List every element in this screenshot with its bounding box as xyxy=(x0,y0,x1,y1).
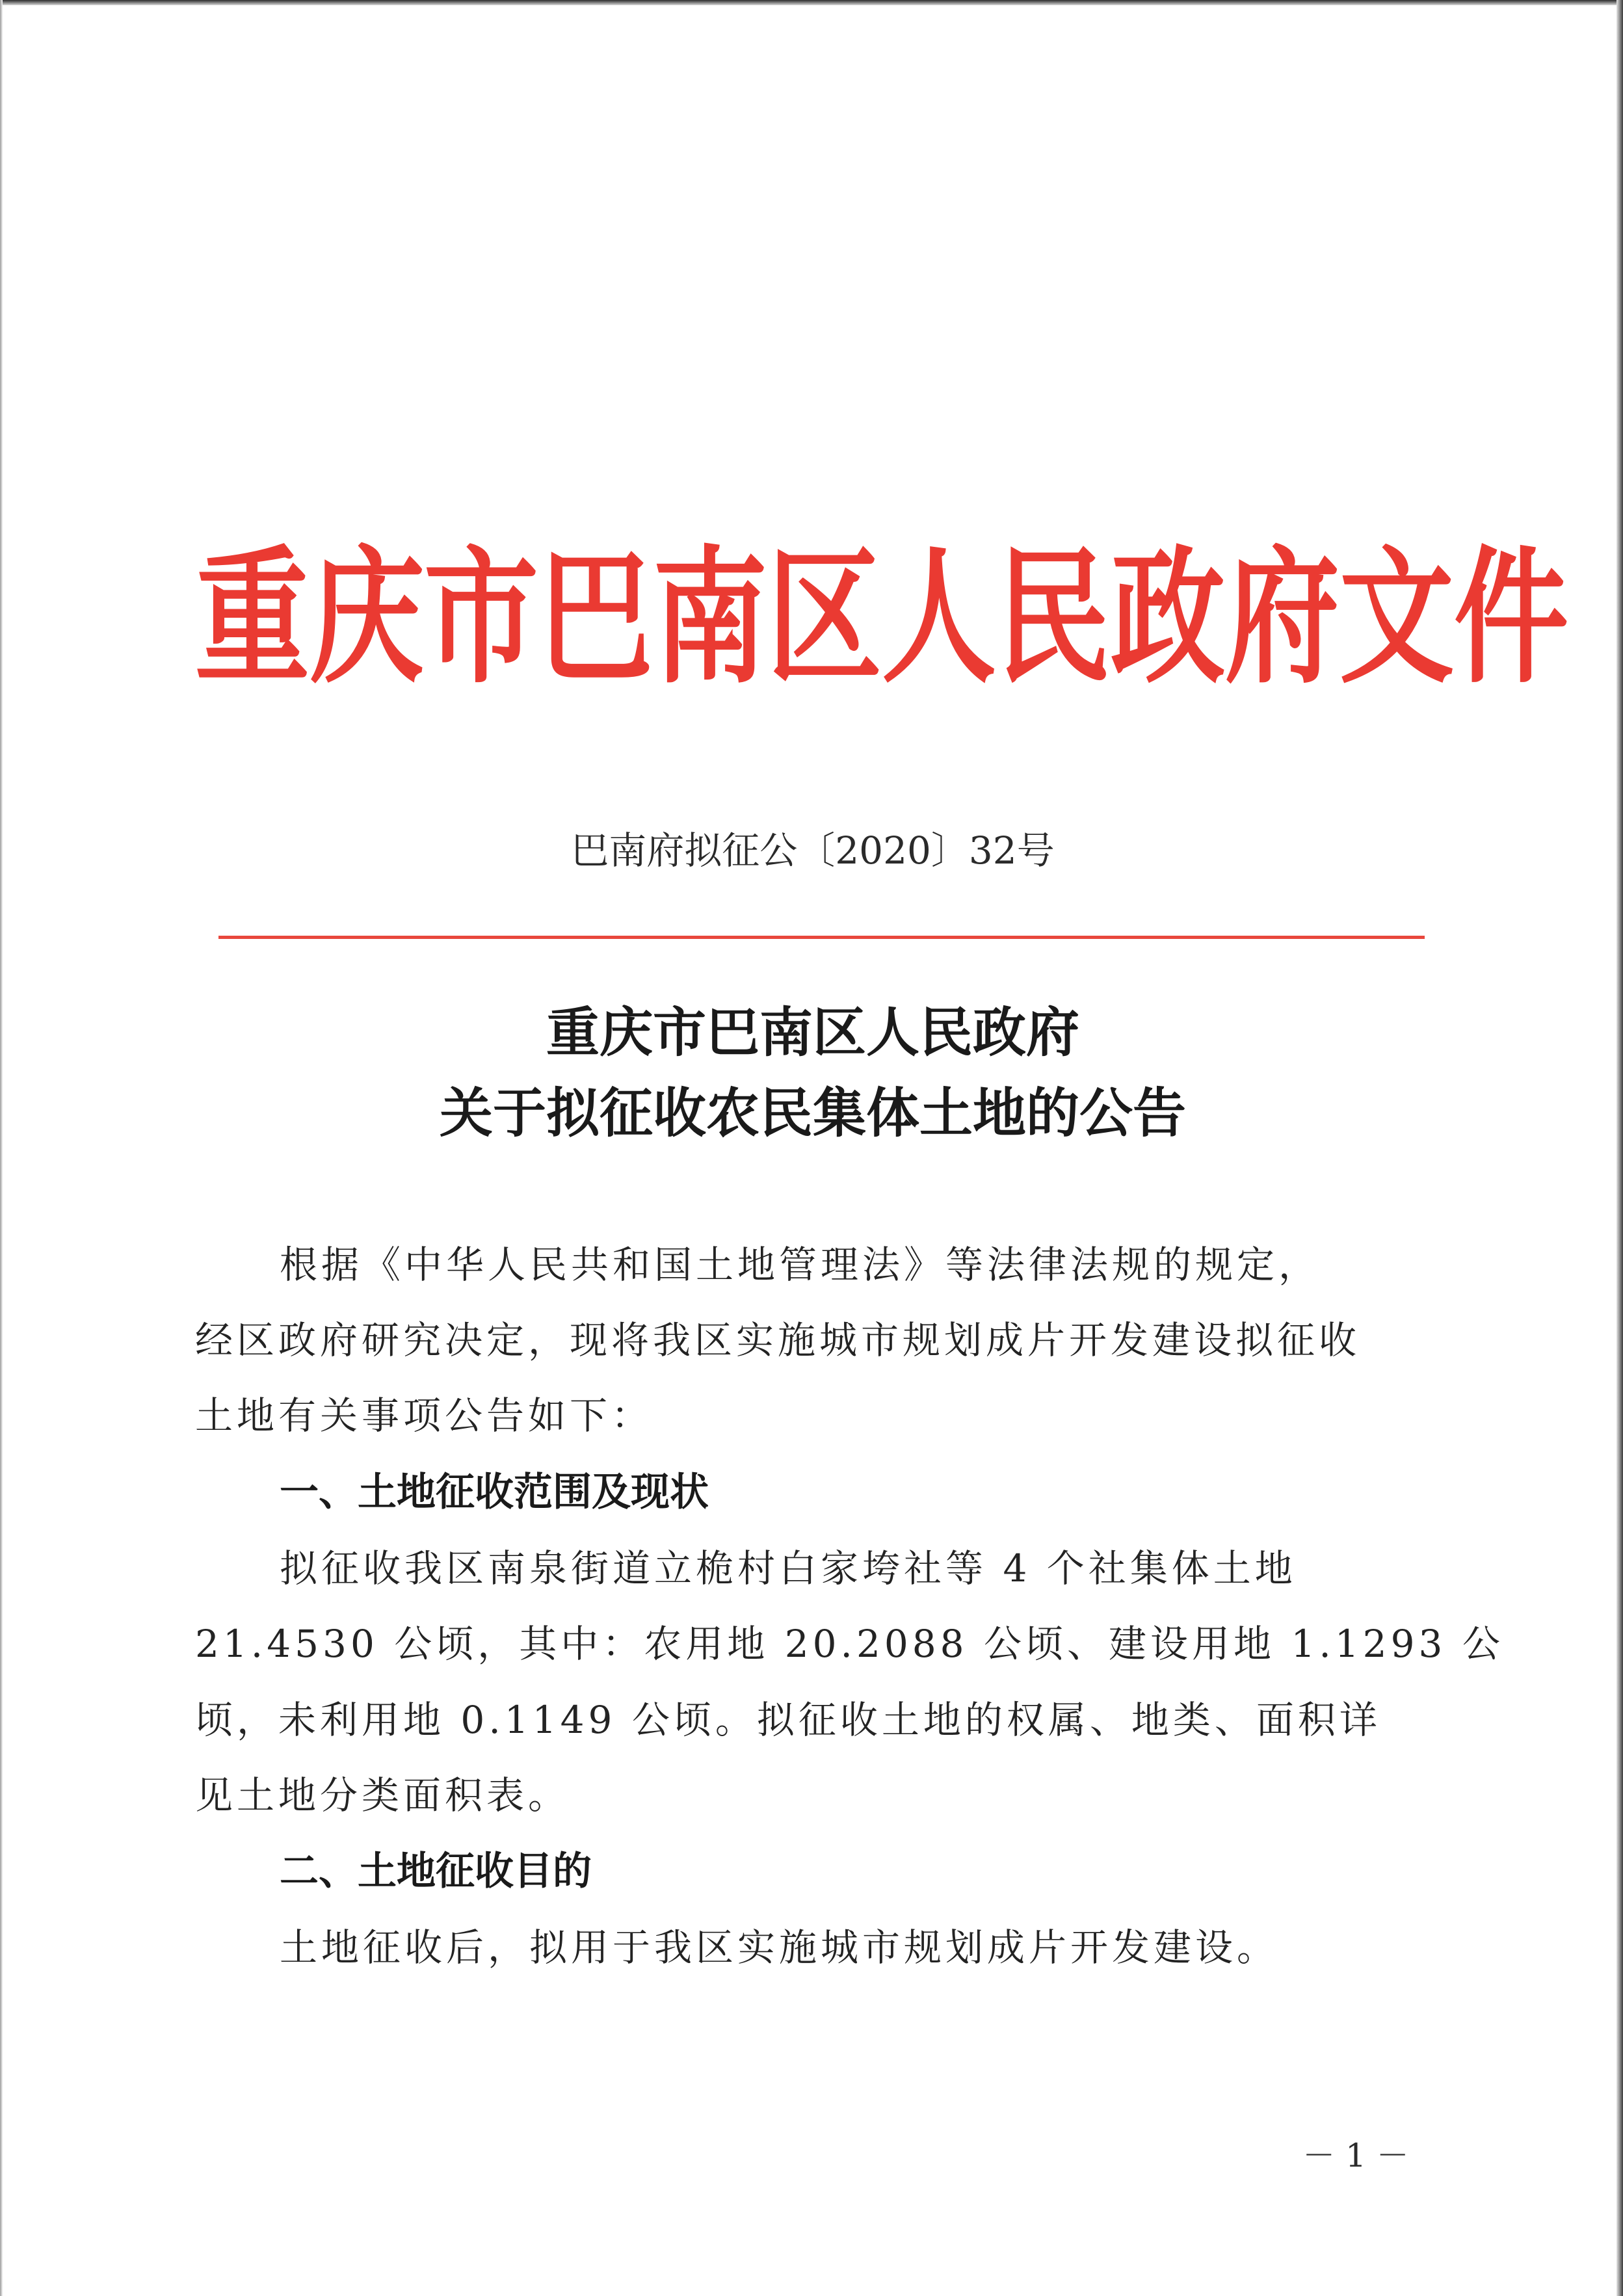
page-number: － 1 － xyxy=(1302,2137,1409,2174)
notice-title-line2: 关于拟征收农民集体土地的公告 xyxy=(439,1082,1186,1144)
section1-line: 拟征收我区南泉街道立桅村白家垮社等 4 个社集体土地 xyxy=(280,1546,1297,1590)
section1-line: 顷，未利用地 0.1149 公顷。拟征收土地的权属、地类、面积详 xyxy=(195,1698,1381,1742)
document-number: 巴南府拟征公〔2020〕32号 xyxy=(571,828,1055,873)
section-heading-1: 一、土地征收范围及现状 xyxy=(280,1470,709,1515)
scan-edge-right xyxy=(1616,0,1623,2296)
header-divider xyxy=(218,936,1425,939)
notice-title-line1: 重庆市巴南区人民政府 xyxy=(546,1001,1079,1064)
intro-line: 土地有关事项公告如下： xyxy=(195,1393,653,1438)
section1-line: 21.4530 公顷，其中：农用地 20.2088 公顷、建设用地 1.1293 公 xyxy=(195,1622,1504,1666)
intro-line: 经区政府研究决定，现将我区实施城市规划成片开发建设拟征收 xyxy=(195,1318,1361,1362)
section1-line: 见土地分类面积表。 xyxy=(195,1773,570,1817)
scan-edge-top xyxy=(0,0,1623,5)
scan-edge-left xyxy=(0,0,3,2296)
section-heading-2: 二、土地征收目的 xyxy=(280,1849,592,1894)
intro-line: 根据《中华人民共和国土地管理法》等法律法规的规定， xyxy=(280,1243,1321,1287)
section2-line: 土地征收后，拟用于我区实施城市规划成片开发建设。 xyxy=(280,1925,1279,1970)
document-header-title: 重庆市巴南区人民政府文件 xyxy=(195,531,1569,704)
